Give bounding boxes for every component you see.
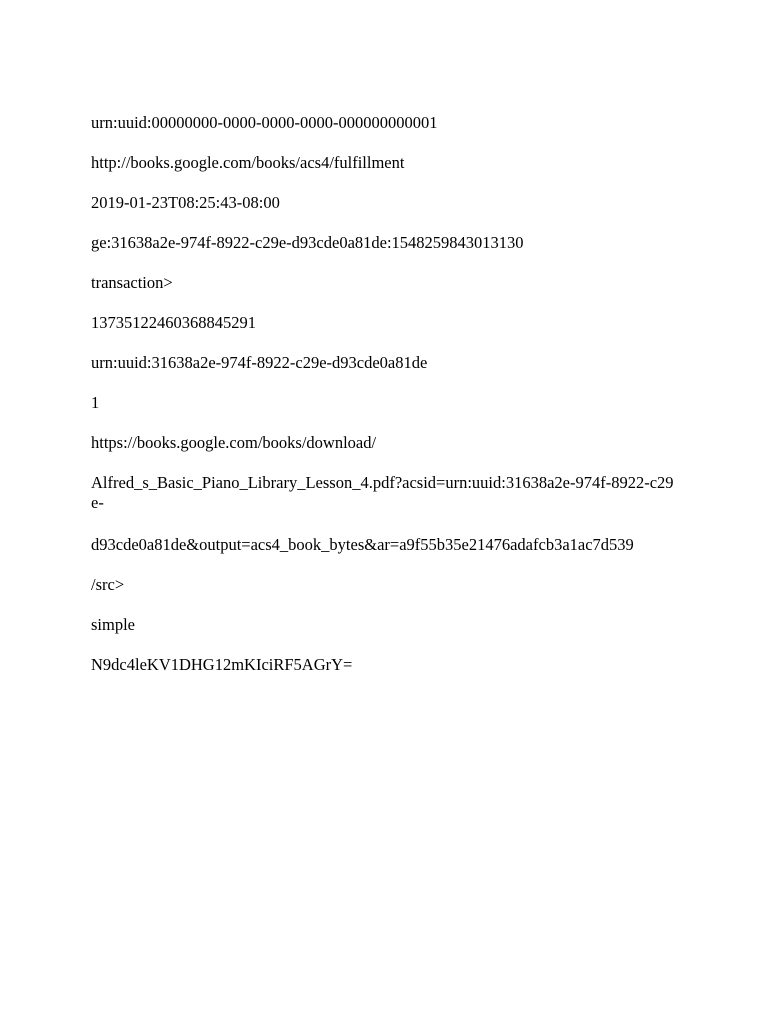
text-line-fulfillment-url: http://books.google.com/books/acs4/fulfillment: [91, 153, 405, 172]
text-line-download-url: https://books.google.com/books/download/: [91, 433, 377, 452]
text-line-src: /src>: [91, 575, 125, 594]
text-line-pdf-query: Alfred_s_Basic_Piano_Library_Lesson_4.pdf?acsid=urn:uuid:31638a2e-974f-8922-c29e-: [91, 473, 674, 512]
text-line-hash: N9dc4leKV1DHG12mKIciRF5AGrY=: [91, 655, 353, 674]
text-line-timestamp: 2019-01-23T08:25:43-08:00: [91, 193, 280, 212]
text-line-transaction: transaction>: [91, 273, 173, 292]
text-line-urn-uuid: urn:uuid:31638a2e-974f-8922-c29e-d93cde0a81de: [91, 353, 428, 372]
text-line-urn-uuid-zero: urn:uuid:00000000-0000-0000-0000-000000000001: [91, 113, 438, 132]
text-line-count: 1: [91, 393, 100, 412]
text-line-ge-id: ge:31638a2e-974f-8922-c29e-d93cde0a81de:1548259843013130: [91, 233, 524, 252]
text-line-output-params: d93cde0a81de&output=acs4_book_bytes&ar=a9f55b35e21476adafcb3a1ac7d539: [91, 535, 634, 554]
text-line-transaction-number: 13735122460368845291: [91, 313, 256, 332]
text-line-simple: simple: [91, 615, 135, 634]
